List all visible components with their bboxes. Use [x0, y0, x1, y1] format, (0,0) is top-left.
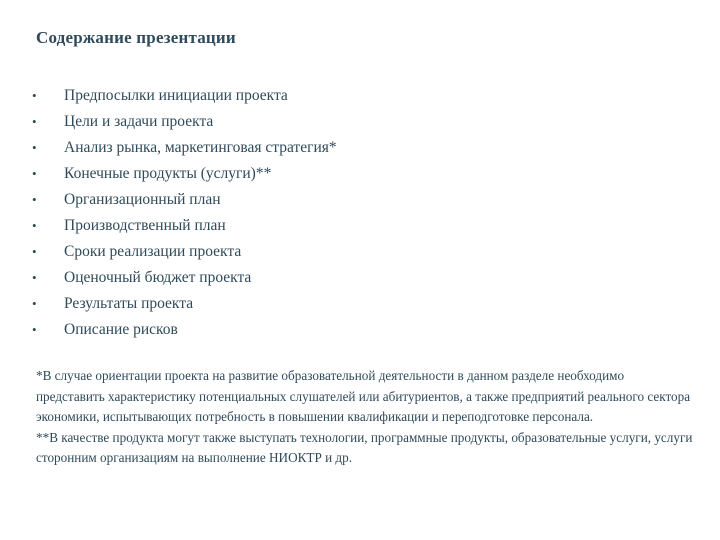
list-item-text: Результаты проекта [64, 295, 194, 312]
bullet-icon: • [32, 140, 37, 155]
list-item-text: Сроки реализации проекта [64, 243, 242, 260]
list-item-text: Оценочный бюджет проекта [64, 269, 252, 286]
list-item [30, 83, 337, 109]
slide-title: Содержание презентации [36, 28, 236, 47]
footnote-market: *В случае ориентации проекта на развитие образовательной деятельности в данном разделе необходимо представить характеристику потенциальных слушателей или абитуриентов, а также предприятий реального сектора экономики, испытывающих потребность в повышении квалификации и переподготовке персонала. [36, 368, 691, 424]
bullet-icon: • [32, 192, 37, 207]
list-item [30, 161, 337, 187]
bullet-icon: • [32, 114, 37, 129]
list-item-text: Предпосылки инициации проекта [64, 87, 288, 104]
list-item [30, 187, 337, 213]
list-item-text: Описание рисков [64, 321, 178, 338]
list-item [30, 265, 337, 291]
list-item [30, 239, 337, 265]
list-item-text: Организационный план [64, 191, 221, 208]
list-item [30, 135, 337, 161]
bullet-icon: • [32, 296, 37, 311]
list-item-text: Анализ рынка, маркетинговая стратегия* [64, 139, 337, 156]
bullet-icon: • [32, 270, 37, 285]
bullet-icon: • [32, 166, 37, 181]
list-item-text: Цели и задачи проекта [64, 113, 214, 130]
footnotes [36, 366, 696, 469]
list-item-text: Производственный план [64, 217, 226, 234]
bullet-icon: • [32, 218, 37, 233]
list-item [30, 109, 337, 135]
bullet-icon: • [32, 244, 37, 259]
footnote-products: **В качестве продукта могут также выступать технологии, программные продукты, образовательные услуги, услуги сторонним организациям на выполнение НИОКТР и др. [36, 429, 693, 465]
list-item [30, 213, 337, 239]
contents-list [30, 83, 337, 343]
bullet-icon: • [32, 88, 37, 103]
list-item-text: Конечные продукты (услуги)** [64, 165, 272, 182]
list-item [30, 317, 337, 343]
bullet-icon: • [32, 322, 37, 337]
list-item [30, 291, 337, 317]
